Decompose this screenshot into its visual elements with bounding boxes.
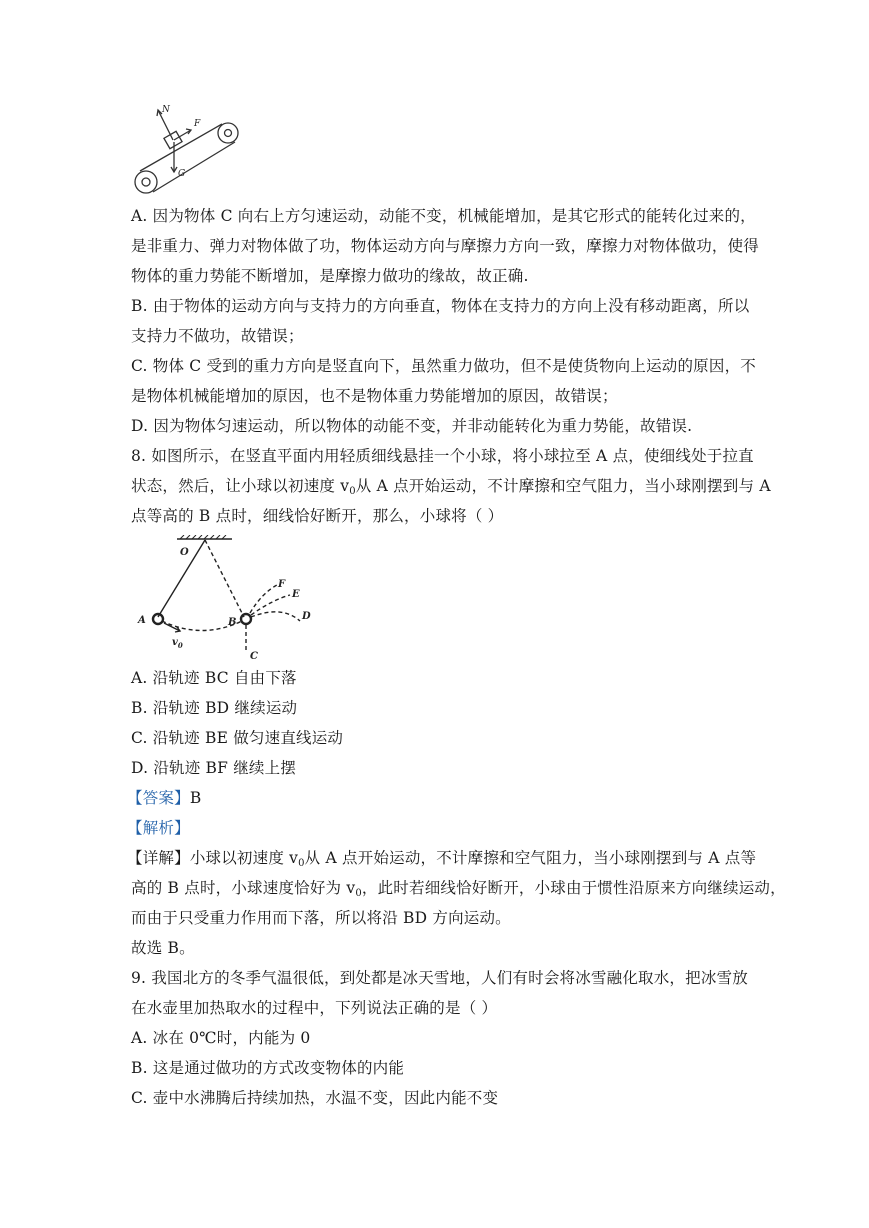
q9-stem-line-1: 9. 我国北方的冬季气温很低，到处都是冰天雪地，人们有时会将冰雪融化取水，把冰雪放 bbox=[131, 969, 748, 987]
label-a: A bbox=[138, 615, 146, 626]
answer-line bbox=[127, 788, 201, 808]
q7-option-b-line-2: 支持力不做功，故错误； bbox=[131, 327, 304, 345]
conclusion: 故选 B。 bbox=[131, 939, 195, 957]
label-f: F bbox=[194, 119, 201, 129]
path-bf bbox=[250, 585, 277, 613]
right-pulley bbox=[218, 123, 238, 143]
q8-option-d: D. 沿轨迹 BF 继续上摆 bbox=[131, 759, 297, 777]
detail-line-3: 而由于只受重力作用而下落，所以将沿 BD 方向运动。 bbox=[131, 909, 511, 927]
q8-option-c: C. 沿轨迹 BE 做匀速直线运动 bbox=[131, 729, 344, 747]
q9-option-c: C. 壶中水沸腾后持续加热，水温不变，因此内能不变 bbox=[131, 1089, 499, 1107]
ball-a bbox=[153, 614, 163, 624]
label-c: C bbox=[250, 651, 258, 662]
q9-stem-line-2: 在水壶里加热取水的过程中，下列说法正确的是（ ） bbox=[131, 999, 498, 1017]
label-d: D bbox=[302, 611, 311, 622]
q7-option-c-line-1: C. 物体 C 受到的重力方向是竖直向下，虽然重力做功，但不是使货物向上运动的原因，不 bbox=[131, 357, 756, 375]
label-n: N bbox=[162, 105, 170, 115]
left-pulley bbox=[135, 171, 157, 193]
q7-option-a-line-2: 是非重力、弹力对物体做了功，物体运动方向与摩擦力方向一致，摩擦力对物体做功，使得 bbox=[131, 237, 760, 255]
answer-tag: 【答案】 bbox=[127, 789, 190, 807]
label-v: $v_0$ bbox=[172, 637, 183, 650]
path-be bbox=[251, 595, 290, 615]
q7-option-a-line-1: A. 因为物体 C 向右上方匀速运动，动能不变，机械能增加，是其它形式的能转化过来的， bbox=[131, 207, 756, 225]
q9-option-b: B. 这是通过做功的方式改变物体的内能 bbox=[131, 1059, 405, 1077]
conveyor-belt-figure bbox=[128, 100, 248, 200]
q7-option-c-line-2: 是物体机械能增加的原因，也不是物体重力势能增加的原因，故错误； bbox=[131, 387, 618, 405]
q8-option-a: A. 沿轨迹 BC 自由下落 bbox=[131, 669, 297, 687]
q8-stem-line-2: 状态，然后，让小球以初速度 $v_0$从 A 点开始运动，不计摩擦和空气阻力，当小球刚摆到与 A bbox=[131, 477, 771, 497]
answer-value: B bbox=[189, 789, 202, 807]
label-b: B bbox=[228, 617, 237, 628]
q8-stem-line-1: 8. 如图所示，在竖直平面内用轻质细线悬挂一个小球，将小球拉至 A 点，使细线处于拉直 bbox=[131, 447, 754, 465]
detail-line-1: 【详解】小球以初速度 $v_0$从 A 点开始运动，不计摩擦和空气阻力，当小球刚摆到与 A 点等 bbox=[127, 849, 757, 869]
q8-stem-line-3: 点等高的 B 点时，细线恰好断开，那么，小球将（ ） bbox=[131, 507, 504, 525]
analysis-tag: 【解析】 bbox=[127, 819, 190, 837]
q7-option-a-line-3: 物体的重力势能不断增加，是摩擦力做功的缘故，故正确. bbox=[131, 267, 529, 285]
q9-option-a: A. 冰在 0℃时，内能为 0 bbox=[131, 1029, 311, 1047]
label-g: G bbox=[178, 169, 186, 179]
q8-option-b: B. 沿轨迹 BD 继续运动 bbox=[131, 699, 298, 717]
label-o: O bbox=[180, 547, 189, 558]
string-dashed bbox=[205, 540, 244, 617]
detail-line-2: 高的 B 点时，小球速度恰好为 $v_0$，此时若细线恰好断开，小球由于惯性沿原来方向继续运动， bbox=[131, 879, 786, 899]
q7-option-b-line-1: B. 由于物体的运动方向与支持力的方向垂直，物体在支持力的方向上没有移动距离，所以 bbox=[131, 297, 750, 315]
pendulum-figure bbox=[132, 535, 322, 663]
label-e: E bbox=[292, 589, 300, 600]
ball-b bbox=[241, 614, 251, 624]
label-f: F bbox=[278, 579, 286, 590]
q7-option-d-line-1: D. 因为物体匀速运动，所以物体的动能不变，并非动能转化为重力势能，故错误. bbox=[131, 417, 693, 435]
path-bd bbox=[251, 612, 300, 621]
